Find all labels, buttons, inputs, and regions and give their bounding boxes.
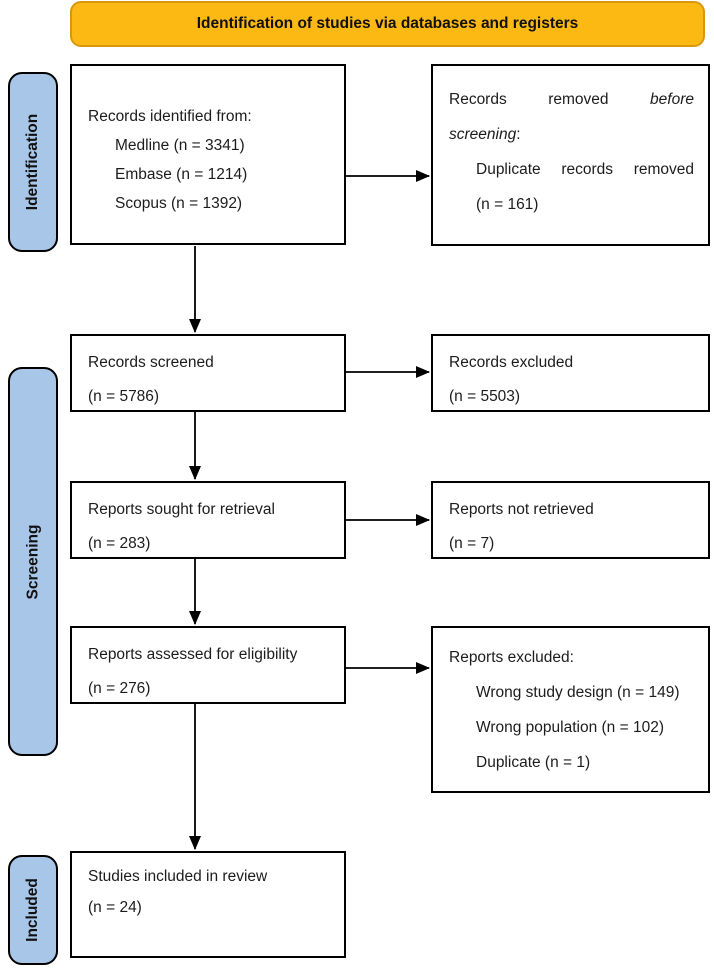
word: removed bbox=[548, 91, 609, 108]
stage-label-text: Screening bbox=[24, 524, 42, 599]
banner-title: Identification of studies via databases and registers bbox=[196, 15, 579, 32]
box-reports-excluded bbox=[431, 626, 710, 793]
box-line1: Reports sought for retrieval bbox=[88, 501, 275, 518]
box-reports-not-retrieved bbox=[431, 481, 710, 559]
banner bbox=[70, 1, 705, 47]
stage-label-screening bbox=[8, 367, 58, 756]
word: : bbox=[516, 126, 521, 143]
box-item: Duplicate (n = 1) bbox=[476, 754, 591, 771]
box-line1: Reports assessed for eligibility bbox=[88, 646, 298, 663]
box-line2: (n = 7) bbox=[449, 535, 495, 552]
box-records-removed bbox=[431, 64, 710, 246]
word: removed bbox=[633, 161, 694, 178]
box-line1: Records excluded bbox=[449, 354, 574, 371]
box-records-excluded bbox=[431, 334, 710, 412]
box-line2: (n = 5786) bbox=[88, 388, 160, 405]
box-item: Embase (n = 1214) bbox=[115, 166, 248, 183]
box-item: Wrong study design (n = 149) bbox=[476, 684, 680, 701]
box-line2: (n = 5503) bbox=[449, 388, 521, 405]
box-line1: Reports not retrieved bbox=[449, 501, 594, 518]
box-line2: (n = 283) bbox=[88, 535, 151, 552]
box-reports-sought bbox=[70, 481, 346, 559]
box-item: Medline (n = 3341) bbox=[115, 137, 245, 154]
box-item-line2: (n = 161) bbox=[476, 196, 539, 213]
box-heading: Reports excluded: bbox=[449, 649, 574, 666]
box-item-line1 bbox=[476, 152, 708, 187]
box-line1: Studies included in review bbox=[88, 868, 268, 885]
box-line2: (n = 276) bbox=[88, 680, 151, 697]
stage-label-text: Identification bbox=[24, 113, 42, 211]
word-italic: before bbox=[650, 91, 694, 108]
box-heading-line1 bbox=[433, 82, 708, 117]
box-line1: Records screened bbox=[88, 354, 214, 371]
box-line2: (n = 24) bbox=[88, 899, 142, 916]
box-heading: Records identified from: bbox=[88, 108, 252, 125]
word: Records bbox=[449, 91, 507, 108]
box-item: Wrong population (n = 102) bbox=[476, 719, 664, 736]
box-records-identified bbox=[70, 64, 346, 245]
box-item: Scopus (n = 1392) bbox=[115, 195, 243, 212]
stage-label-identification bbox=[8, 72, 58, 252]
box-reports-assessed bbox=[70, 626, 346, 704]
box-studies-included bbox=[70, 851, 346, 958]
box-records-screened bbox=[70, 334, 346, 412]
word-italic: screening bbox=[449, 126, 517, 143]
stage-label-included bbox=[8, 855, 58, 965]
word: records bbox=[561, 161, 613, 178]
box-heading-line2 bbox=[433, 117, 708, 152]
word: Duplicate bbox=[476, 161, 541, 178]
stage-label-text: Included bbox=[24, 878, 42, 942]
